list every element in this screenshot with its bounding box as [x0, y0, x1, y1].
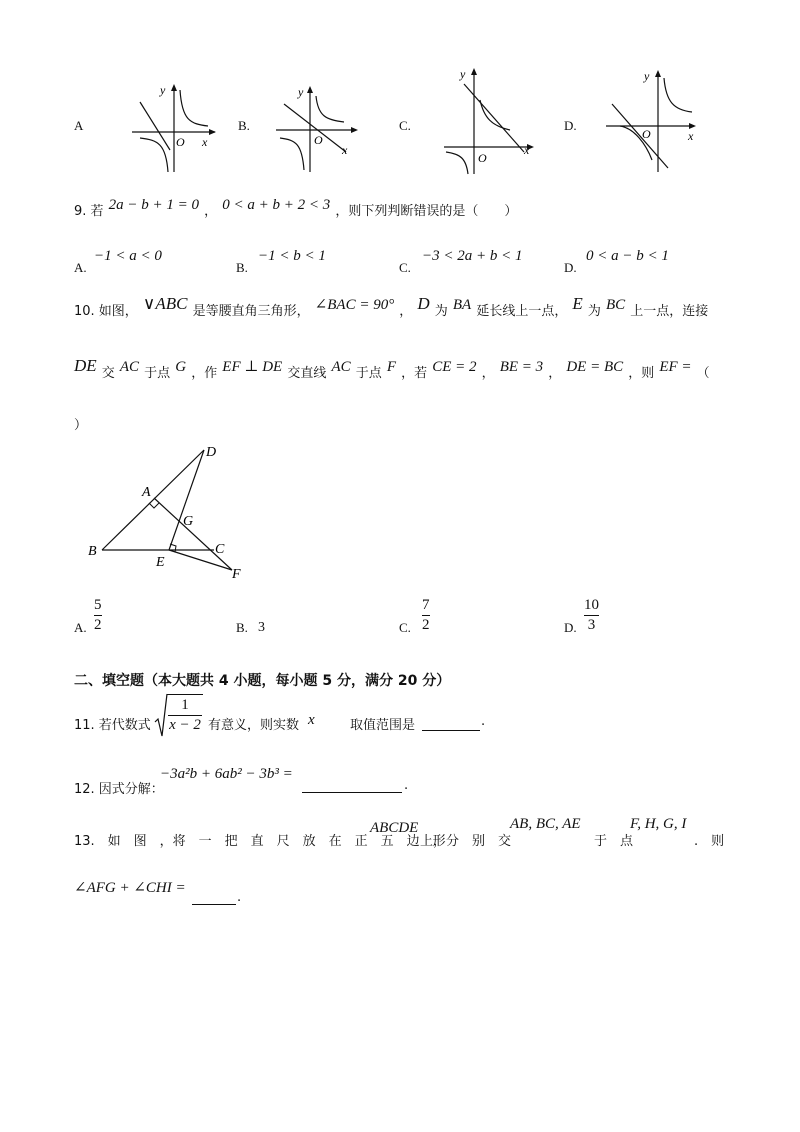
graph-b-origin: O [314, 133, 323, 147]
q11-den: x − 2 [169, 717, 201, 733]
question-13-line-2 [74, 874, 374, 906]
q9-options [74, 250, 734, 276]
graph-c-origin: O [478, 151, 487, 165]
q13-pentagon: ABCDE [370, 820, 419, 836]
fig-label-f: F [232, 567, 241, 582]
q10-option-a-den: 2 [94, 617, 102, 633]
q13-lines: AB, BC, AE [510, 816, 581, 832]
q10-text-5: 上一点，连接 [630, 304, 709, 319]
question-12 [74, 766, 734, 796]
q11-x: x [308, 712, 315, 728]
q10-option-c-den: 2 [422, 617, 430, 633]
q10-option-c-num: 7 [422, 597, 430, 613]
q9-condition-2: 0 < a + b + 2 < 3 [222, 197, 331, 213]
q11-num: 1 [181, 697, 189, 713]
q10-perpendicular: EF ⊥ DE [222, 359, 283, 375]
q12-prefix: 12. 因式分解： [74, 782, 164, 797]
q13-text-2: 于 点 [594, 834, 634, 849]
q10-option-a-num: 5 [94, 597, 102, 613]
q9-option-b: −1 < b < 1 [258, 248, 326, 264]
q10-de: DE [74, 356, 97, 375]
q12-expression: −3a²b + 6ab² − 3b³ = [160, 766, 293, 782]
q10-ba: BA [452, 297, 472, 313]
q10-number: 10. 如图， [74, 304, 138, 319]
q10-option-c-fraction [422, 596, 430, 635]
q10-point-e: E [572, 294, 583, 313]
graph-b-y: y [298, 85, 304, 99]
fig-label-d: D [206, 445, 217, 460]
q11-mid: 有意义，则实数 [208, 718, 300, 733]
q10-comma-1: ， [399, 304, 413, 319]
q10-text-11: ，若 [401, 366, 428, 381]
q10-ef: EF = [659, 359, 692, 375]
q11-tail: 取值范围是 [350, 718, 416, 733]
sqrt-bar [167, 694, 203, 695]
question-11 [74, 692, 734, 742]
q13-period: . [237, 890, 242, 905]
q10-option-a-label: A. [74, 620, 87, 635]
q10-option-b-label: B. [236, 620, 248, 635]
q13-answer-blank[interactable] [192, 890, 236, 905]
q10-point-d: D [417, 294, 430, 313]
sqrt-icon [154, 692, 168, 740]
q9-condition-1: 2a − b + 1 = 0 [108, 197, 200, 213]
q10-option-b: 3 [258, 620, 265, 635]
q10-paren-close: ） [74, 418, 88, 433]
graph-a-origin: O [176, 135, 185, 149]
question-13-line-1 [74, 816, 734, 850]
graph-option-b [272, 82, 362, 174]
question-10-line-1 [74, 294, 709, 320]
q13-prefix: 13. 如 图 ，将 一 把 直 尺 放 在 正 五 边 形 [74, 834, 446, 849]
q9-option-d-label: D. [564, 260, 577, 275]
q9-option-c-label: C. [399, 260, 411, 275]
q11-answer-blank[interactable] [422, 716, 480, 731]
q10-ac: AC [119, 359, 140, 375]
q10-options [74, 596, 734, 640]
q11-period: . [481, 714, 486, 729]
q13-expression: ∠AFG + ∠CHI = [74, 880, 186, 896]
q9-comma: ， [204, 204, 218, 219]
q10-text-3: 延长线上一点， [476, 304, 568, 319]
q10-text-6: 交 [101, 366, 115, 381]
q9-option-d: 0 < a − b < 1 [586, 248, 669, 264]
q9-option-a: −1 < a < 0 [94, 248, 162, 264]
graph-c-x: x [524, 143, 530, 157]
q12-period: . [404, 778, 409, 793]
graph-option-d [602, 64, 702, 174]
q9-option-b-label: B. [236, 260, 248, 275]
section-2-heading: 二、填空题（本大题共 4 小题，每小题 5 分，满分 20 分） [74, 673, 451, 689]
q13-text-1: 上，分 别 交 [420, 834, 512, 849]
q10-text-10: 于点 [355, 366, 382, 381]
q13-text-3: . 则 [694, 834, 725, 849]
q10-text-7: 于点 [144, 366, 171, 381]
graph-a-x: x [202, 135, 208, 149]
graph-d-y: y [644, 69, 650, 83]
q9-number: 9. 若 [74, 204, 104, 219]
q10-text-2: 为 [434, 304, 448, 319]
q10-option-d-label: D. [564, 620, 577, 635]
q10-ce: CE = 2 [432, 359, 477, 375]
q10-de-bc: DE = BC [566, 359, 624, 375]
fig-label-b: B [88, 544, 97, 559]
question-9 [74, 197, 518, 220]
q10-option-d-num: 10 [584, 597, 599, 613]
option-b-label: B. [238, 118, 250, 133]
graph-c-y: y [460, 67, 466, 81]
q10-option-c-label: C. [399, 620, 411, 635]
graph-b-x: x [342, 143, 348, 157]
graph-option-a [130, 80, 220, 175]
fig-label-c: C [215, 542, 225, 557]
q10-text-9: 交直线 [287, 366, 327, 381]
q13-points: F, H, G, I [630, 816, 687, 832]
q10-point-g: G [175, 359, 187, 375]
q10-option-d-fraction [584, 596, 599, 635]
fig-label-a: A [142, 485, 151, 500]
q10-comma-2: ， [481, 366, 495, 381]
q10-text-8: ，作 [191, 366, 218, 381]
question-10-line-2 [74, 356, 710, 382]
q10-option-d-den: 3 [587, 617, 596, 633]
q10-text-4: 为 [587, 304, 601, 319]
option-d-label: D. [564, 118, 577, 133]
q9-tail: ，则下列判断错误的是（ ） [335, 204, 518, 219]
q10-option-a-fraction [94, 596, 102, 635]
q10-paren-open: （ [696, 366, 710, 381]
q11-fraction [168, 696, 202, 735]
q10-text-1: 是等腰直角三角形， [192, 304, 310, 319]
fig-label-g: G [183, 514, 194, 529]
q10-angle: ∠BAC = 90° [314, 297, 395, 313]
q10-point-f: F [386, 359, 396, 375]
q12-answer-blank[interactable] [302, 778, 402, 793]
q9-option-a-label: A. [74, 260, 87, 275]
q10-text-12: ，则 [628, 366, 655, 381]
option-c-label: C. [399, 118, 411, 133]
q10-comma-3: ， [548, 366, 562, 381]
q11-prefix: 11. 若代数式 [74, 718, 151, 733]
q10-triangle: ∨ABC [142, 294, 188, 313]
graph-a-y: y [160, 83, 166, 97]
q9-option-c: −3 < 2a + b < 1 [422, 248, 523, 264]
option-a-label: A [74, 118, 84, 133]
graph-option-c [440, 62, 540, 176]
graph-d-origin: O [642, 127, 651, 141]
graph-d-x: x [688, 129, 694, 143]
q10-ac-2: AC [331, 359, 351, 375]
q10-figure [84, 440, 264, 585]
q10-bc: BC [606, 297, 626, 313]
q10-be: BE = 3 [499, 359, 544, 375]
fig-label-e: E [156, 555, 165, 570]
